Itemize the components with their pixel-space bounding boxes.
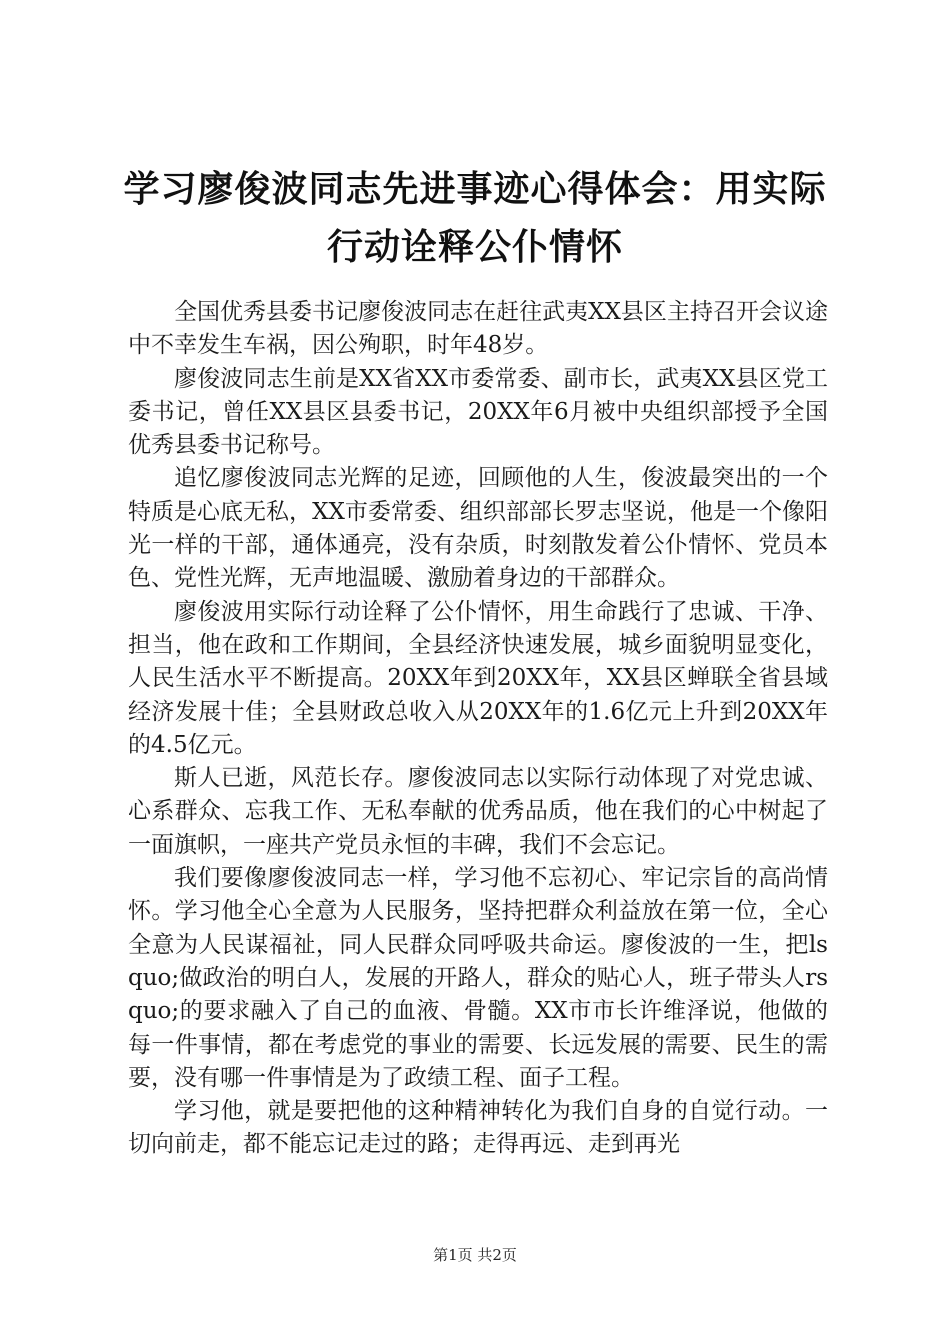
paragraph: 廖俊波用实际行动诠释了公仆情怀，用生命践行了忠诚、干净、担当，他在政和工作期间，全县经济快速发展，城乡面貌明显变化，人民生活水平不断提高。20XX年到20XX年，XX县区蝉联全省县域经济发展十佳；全县财政总收入从20XX年的1.6亿元上升到20XX年的4.5亿元。	[128, 598, 828, 758]
document-body	[128, 296, 828, 1162]
paragraph: 斯人已逝，风范长存。廖俊波同志以实际行动体现了对党忠诚、心系群众、忘我工作、无私奉献的优秀品质，他在我们的心中树起了一面旗帜，一座共产党员永恒的丰碑，我们不会忘记。	[128, 765, 828, 858]
paragraph: 追忆廖俊波同志光辉的足迹，回顾他的人生，俊波最突出的一个特质是心底无私，XX市委常委、组织部部长罗志坚说，他是一个像阳光一样的干部，通体通亮，没有杂质，时刻散发着公仆情怀、党员本色、党性光辉，无声地温暖、激励着身边的干部群众。	[128, 465, 828, 592]
paragraph: 学习他，就是要把他的这种精神转化为我们自身的自觉行动。一切向前走，都不能忘记走过的路；走得再远、走到再光	[128, 1098, 828, 1158]
page-number-footer: 第1页 共2页	[433, 1246, 517, 1264]
document-title: 学习廖俊波同志先进事迹心得体会：用实际行动诠释公仆情怀	[123, 168, 827, 268]
paragraph: 我们要像廖俊波同志一样，学习他不忘初心、牢记宗旨的高尚情怀。学习他全心全意为人民服务，坚持把群众利益放在第一位，全心全意为人民谋福祉，同人民群众同呼吸共命运。廖俊波的一生，把lsquo;做政治的明白人，发展的开路人，群众的贴心人，班子带头人rsquo;的要求融入了自己的血液、骨髓。XX市市长许维泽说，他做的每一件事情，都在考虑党的事业的需要、长远发展的需要、民生的需要，没有哪一件事情是为了政绩工程、面子工程。	[128, 865, 828, 1091]
paragraph: 廖俊波同志生前是XX省XX市委常委、副市长，武夷XX县区党工委书记，曾任XX县区县委书记，20XX年6月被中央组织部授予全国优秀县委书记称号。	[128, 365, 828, 459]
paragraph: 全国优秀县委书记廖俊波同志在赶往武夷XX县区主持召开会议途中不幸发生车祸，因公殉职，时年48岁。	[128, 299, 828, 359]
